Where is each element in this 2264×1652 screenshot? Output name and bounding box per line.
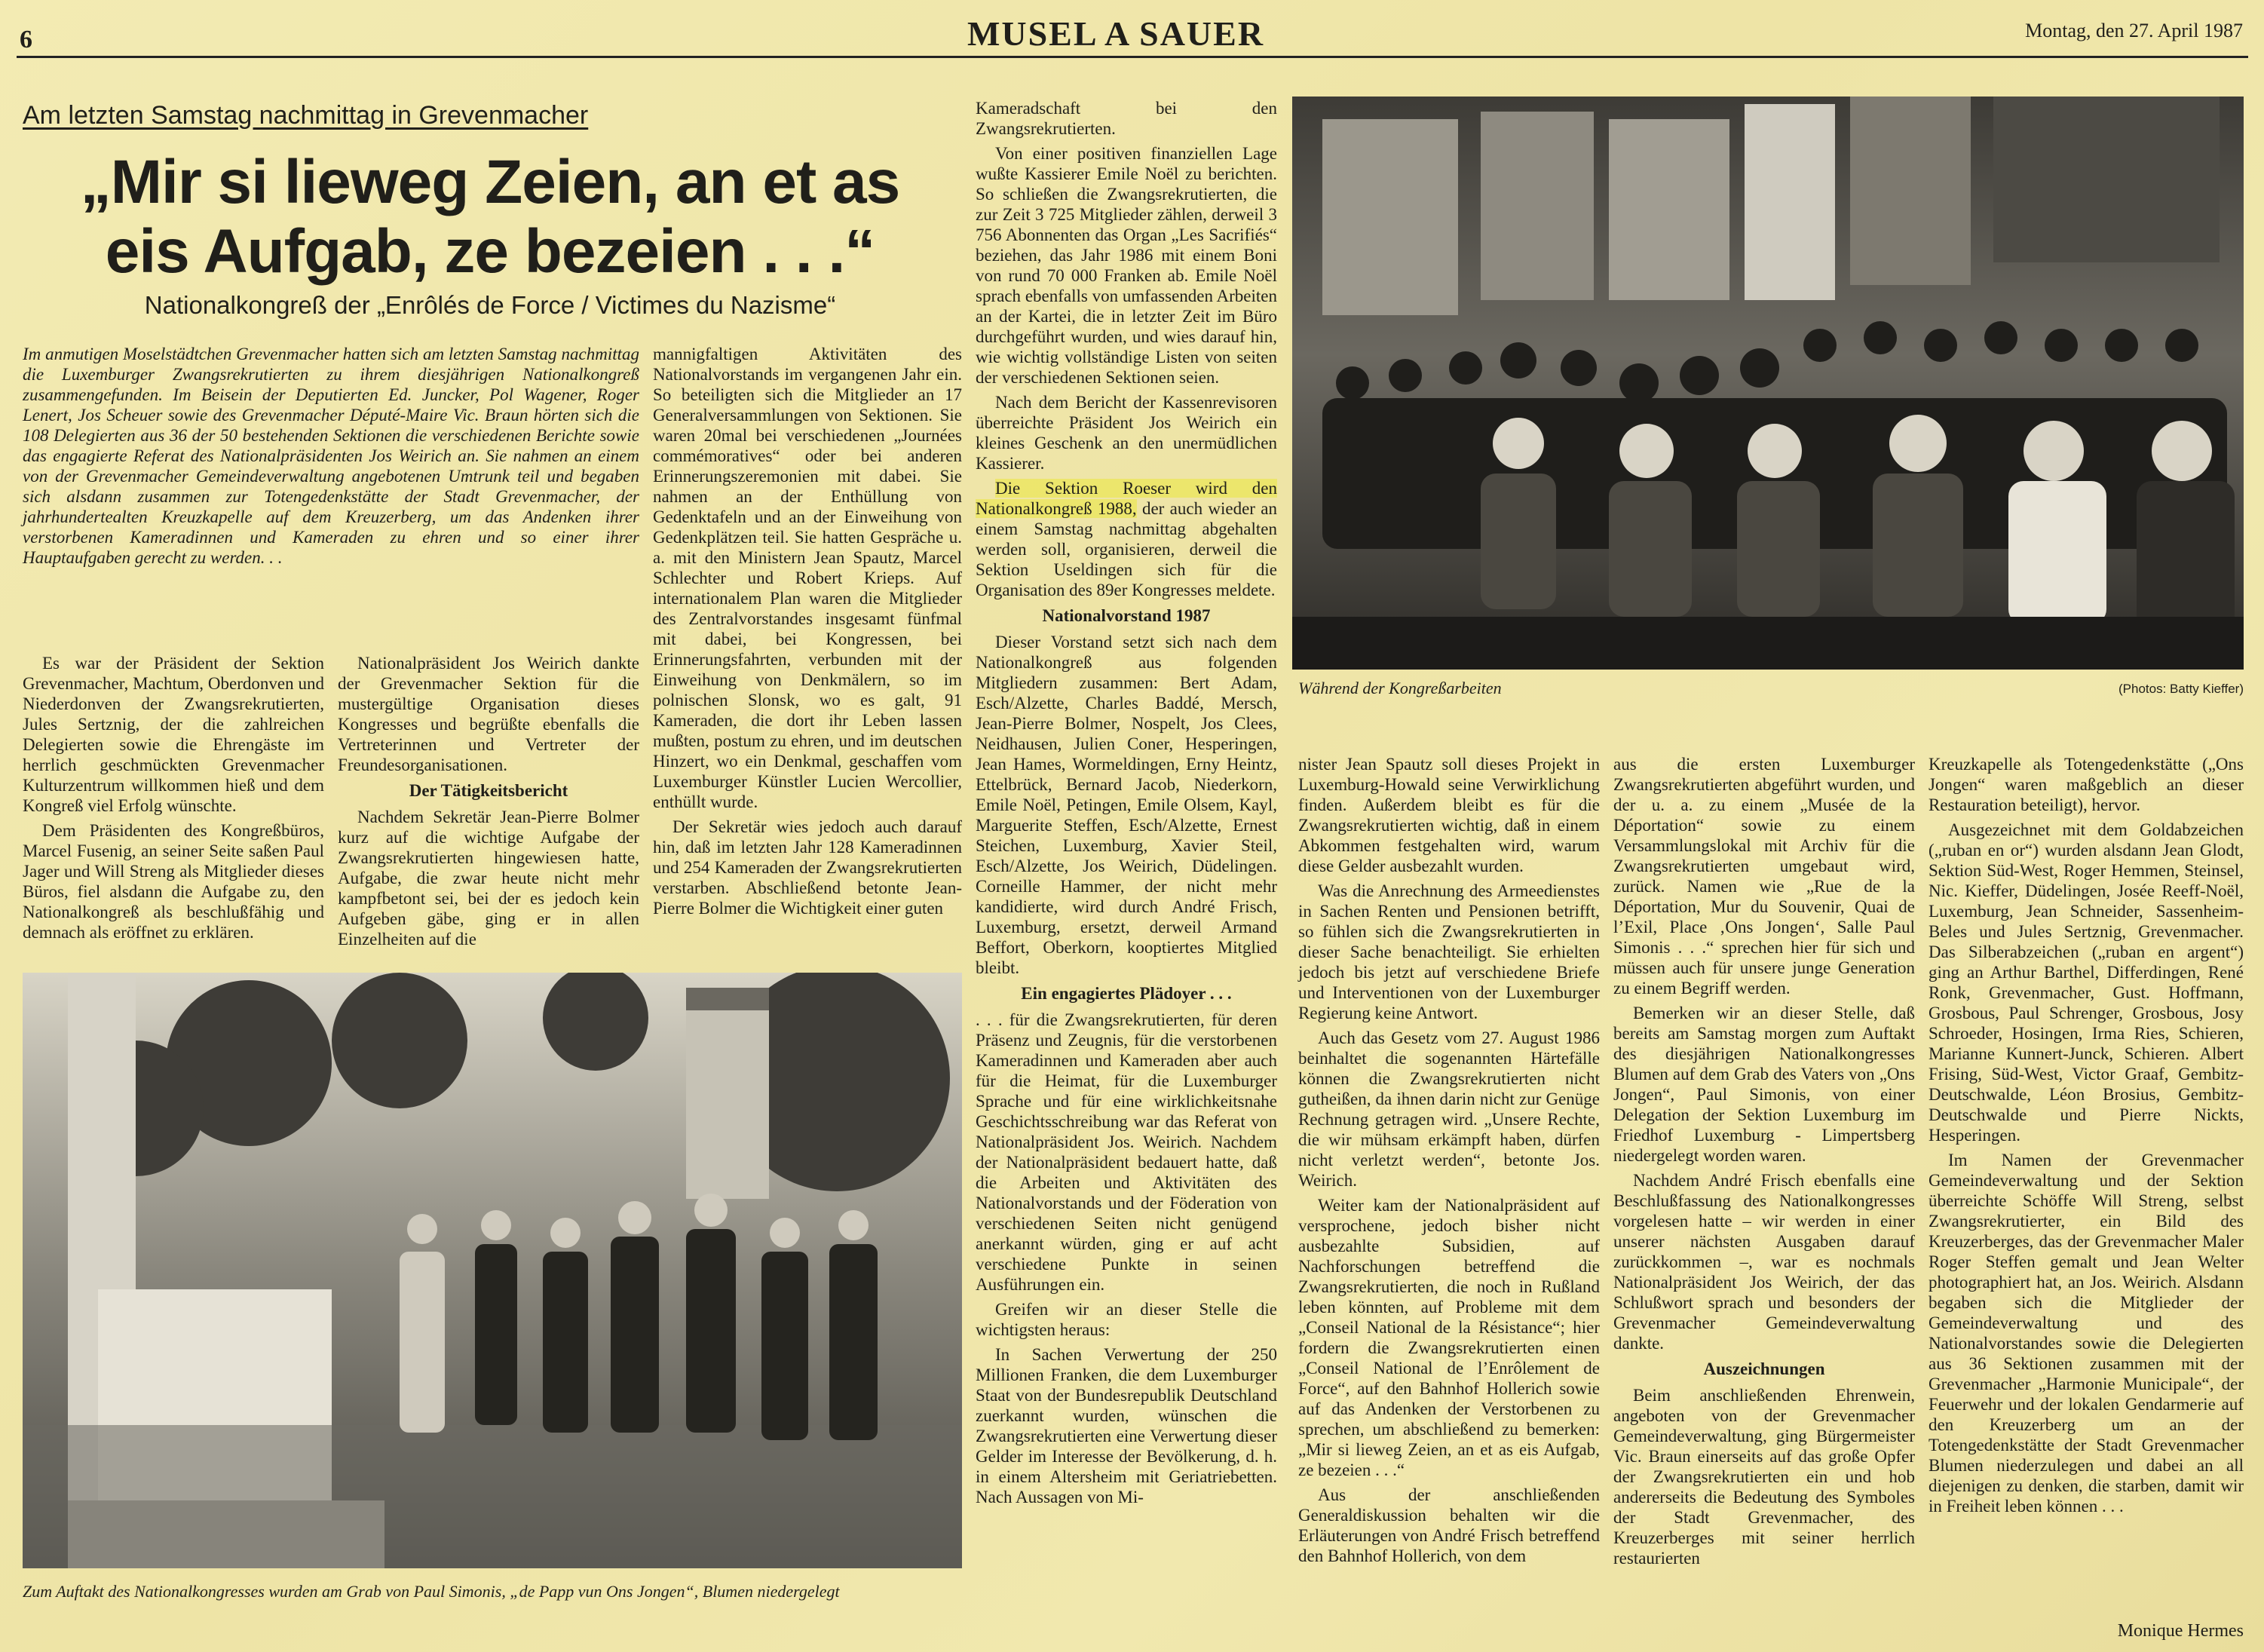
column-7: [1929, 754, 2244, 1521]
paragraph: Es war der Präsident der Sektion Grevenmacher, Machtum, Oberdonven und Niederdonven der Zwangsrekrutierten, Jules Sertznig, der die zahlreichen Delegierten sowie die Ehrengäste im herrlich geschmückten Grevenmacher Kulturzentrum willkommen hieß und dem Kongreß viel Erfolg wünschte.: [23, 654, 324, 815]
highlighted-text: Die Sektion Roeser wird den Nationalkongreß 1988,: [976, 479, 1277, 518]
paragraph: Nachdem André Frisch ebenfalls eine Beschlußfassung des Nationalkongresses vorgelesen hatte – wir werden in einer unserer nächsten Ausgaben darauf zurückkommen –, war es nochmals Nationalpräsident Jos Weirich, der das Schlußwort sprach und besonders der Grevenmacher Gemeindeverwaltung dankte.: [1613, 1171, 1915, 1353]
paragraph: nister Jean Spautz soll dieses Projekt in Luxemburg-Howald seine Verwirklichung finden. Außerdem bleibt es für die Zwangsrekrutierten wichtig, daß in einem Abkommen festgehalten wird, warum diese Gelder ausbezahlt wurden.: [1298, 755, 1600, 875]
column-1: [23, 653, 324, 947]
paragraph: Nachdem Sekretär Jean-Pierre Bolmer kurz auf die wichtige Aufgabe der Zwangsrekrutierten hingewiesen hatte, Aufgabe, die zwar heute nicht mehr kampfbetont sei, bei der es jedoch kein Aufgeben gäbe, ging er in allen Einzelheiten auf die: [338, 808, 639, 949]
paragraph: Nationalpräsident Jos Weirich dankte der Grevenmacher Sektion für die mustergültige Organisation dieses Kongresses und begrüßte ebenfalls die Vertreterinnen und Vertreter der Freundesorganisationen.: [338, 654, 639, 774]
paragraph: Aus der anschließenden Generaldiskussion behalten wir die Erläuterungen von André Frisch betreffend den Bahnhof Hollerich, von dem: [1298, 1485, 1600, 1565]
page-number: 6: [20, 26, 32, 54]
issue-date: Montag, den 27. April 1987: [2025, 20, 2243, 41]
paragraph: Kreuzkapelle als Totengedenkstätte („Ons Jongen“ waren maßgeblich an dieser Restauration beteiligt), hervor.: [1929, 755, 2244, 814]
article-kicker: Am letzten Samstag nachmittag in Grevenmacher: [23, 101, 589, 130]
author-signature: Monique Hermes: [2117, 1621, 2244, 1641]
article-intro: [23, 344, 639, 572]
paragraph: Auch das Gesetz vom 27. August 1986 beinhaltet die sogenannten Härtefälle können die Zwangsrekrutierten nicht gutheißen, da ihnen darin nicht zur Genüge Rechnung getragen wird. „Unsere Rechte, die wir mühsam erkämpft haben, dürfen nicht verletzt werden“, betonte Jos. Weirich.: [1298, 1028, 1600, 1190]
section-heading: Der Tätigkeitsbericht: [409, 781, 568, 800]
section-heading: Auszeichnungen: [1703, 1359, 1825, 1378]
headline-line-2: eis Aufgab, ze bezeien . . .“: [105, 217, 875, 286]
intro-paragraph: Im anmutigen Moselstädtchen Grevenmacher hatten sich am letzten Samstag nachmittag die Luxemburger Zwangsrekrutierten zu ihrem diesjährigen Nationalkongreß zusammengefunden. Im Beisein der Deputierten Ed. Juncker, Pol Wagener, Roger Lenert, Jos Scheuer sowie des Grevenmacher Député-Maire Vic. Braun hörten sich die 108 Delegierten aus 36 der 50 bestehenden Sektionen die verschiedenen Berichte sowie das engagierte Referat des Nationalpräsidenten Jos Weirich an. Sie nahmen an einem von der Grevenmacher Gemeindeverwaltung angebotenen Umtrunk teil und begaben sich alsdann zusammen zur Totengedenkstätte der Stadt Grevenmacher, der jahrhundertealten Kreuzkapelle auf dem Kreuzerberg, um das Andenken ihrer verstorbenen Kameradinnen und Kameraden zu ehren und so einer ihrer Hauptaufgaben gerecht zu werden. . .: [23, 345, 639, 567]
paragraph: Von einer positiven finanziellen Lage wußte Kassierer Emile Noël zu berichten. So schließen die Zwangsrekrutierten, die zur Zeit 3 725 Mitglieder zählen, derweil 3 756 Abonnenten das Organ „Les Sacrifiés“ beziehen, das Jahr 1986 mit einem Boni von rund 70 000 Franken ab. Emile Noël sprach ebenfalls von umfassenden Arbeiten an der Kartei, die in letzter Zeit im Büro durchgeführt wurden, und wies darauf hin, wie wichtig vollständige Listen von seiten der verschiedenen Sektionen seien.: [976, 144, 1277, 387]
photo-credit: (Photos: Batty Kieffer): [2118, 682, 2244, 696]
article-subhead: Nationalkongreß der „Enrôlés de Force / Victimes du Nazisme“: [144, 291, 836, 319]
paragraph: Was die Anrechnung des Armeedienstes in Sachen Renten und Pensionen betrifft, so fühlen sich die Zwangsrekrutierten in dieser Sache benachteiligt. Sie erhielten jedoch bis jetzt auf verschiedene Briefe und Interventionen von der Luxemburger Regierung keine Antwort.: [1298, 881, 1600, 1022]
paragraph-text: der auch wieder an einem Samstag nachmittag abgehalten werden soll, organisieren, derweil die Sektion Useldingen sich für die Organisation des 89er Kongresses meldete.: [976, 499, 1277, 599]
column-5: [1298, 754, 1600, 1571]
paragraph: Im Namen der Grevenmacher Gemeindeverwaltung und der Sektion überreichte Schöffe Will Streng, selbst Zwangsrekrutierter, ein Bild des Kreuzerberges, das der Grevenmacher Maler Roger Steffen gemalt und Jean Welter photographiert hat, an Jos. Weirich. Alsdann begaben sich die Mitglieder der Gemeindeverwaltung und des Nationalvorstandes sowie die Delegierten aus 36 Sektionen zusammen mit der Grevenmacher „Harmonie Municipale“, der Feuerwehr und der lokalen Gendarmerie auf den Kreuzerberg um an der Totengedenkstätte der Stadt Grevenmacher Blumen niederzulegen und dabei an all diejenigen zu denken, die starben, damit wir in Freiheit leben können . . .: [1929, 1151, 2244, 1516]
grave-photo-caption: Zum Auftakt des Nationalkongresses wurden am Grab von Paul Simonis, „de Papp vun Ons Jongen“, Blumen niedergelegt: [23, 1582, 840, 1601]
headline-line-1: „Mir si lieweg Zeien, an et as: [80, 148, 900, 216]
paragraph: Greifen wir an dieser Stelle die wichtigsten heraus:: [976, 1300, 1277, 1339]
paragraph: Beim anschließenden Ehrenwein, angeboten von der Grevenmacher Gemeindeverwaltung, ging Bürgermeister Vic. Braun einerseits auf das große Opfer der Zwangsrekrutierten ein und hob andererseits die Bedeutung des Symboles der Stadt Grevenmacher, des Kreuzerberges mit seiner herrlich restaurierten: [1613, 1386, 1915, 1568]
section-heading: Ein engagiertes Plädoyer . . .: [1021, 984, 1232, 1003]
column-3: [653, 344, 962, 923]
congress-photo: [1292, 97, 2244, 670]
paragraph: Ausgezeichnet mit dem Goldabzeichen („ruban en or“) wurden alsdann Jean Glodt, Sektion Süd-West, Roger Hemmen, Steinsel, Nic. Kieffer, Düdelingen, Josée Reeff-Noël, Luxemburg, Jean Schneider, Sassenheim-Beles und Jules Sertznig, Grevenmacher. Das Silberabzeichen („ruban en argent“) ging an Arthur Barthel, Differdingen, René Ronk, Grevenmacher, Gust. Hoffmann, Grosbous, Paul Schrenger, Grosbous, Josy Schroeder, Hosingen, Irma Ries, Schieren, Marianne Kunnert-Junck, Schieren. Albert Frising, Süd-West, Victor Graaf, Gembitz-Deutschwalde, Léon Brosius, Gembitz-Deutschwalde und Pierre Nickts, Hesperingen.: [1929, 820, 2244, 1145]
paragraph: . . . für die Zwangsrekrutierten, für deren Präsenz und Zeugnis, für die verstorbenen Kameradinnen und Kameraden aber auch für die Heimat, für die Luxemburger Sprache und für eine wirklichkeitsnahe Geschichtsschreibung war das Referat von Nationalpräsident Jos. Weirich. Nachdem der Nationalpräsident bedauert hatte, daß die Arbeiten und Aktivitäten des Nationalvorstands und der Föderation von verschiedenen Seiten nicht genügend anerkannt würden, ging er auf acht verschiedene Punkte in seinen Ausführungen ein.: [976, 1010, 1277, 1294]
paragraph: Weiter kam der Nationalpräsident auf versprochene, jedoch bisher nicht ausbezahlte Subsidien, auf Nachforschungen betreffend die Zwangsrekrutierten, die noch in Rußland leben könnten, auf Probleme mit dem „Conseil National de la Résistance“; hier fordern die Zwangsrekrutierten einen „Conseil National de l’Enrôlement de Force“, auf den Bahnhof Hollerich sowie auf das Andenken der Verstorbenen zu sprechen, um abschließend zu bemerken: „Mir si lieweg Zeien, an et as eis Aufgab, ze bezeien . . .“: [1298, 1196, 1600, 1479]
column-6: [1613, 754, 1915, 1573]
article-headline: [45, 148, 935, 287]
grave-ceremony-photo-image: [23, 973, 962, 1568]
paragraph: Dem Präsidenten des Kongreßbüros, Marcel Fusenig, an seiner Seite saßen Paul Jager und Will Streng als Mitglieder dieses Büros, fiel alsdann die Aufgabe zu, den Nationalkongreß als beschlußfähig und demnach als eröffnet zu erklären.: [23, 821, 324, 942]
congress-photo-image: [1292, 97, 2244, 670]
paragraph: Kameradschaft bei den Zwangsrekrutierten.: [976, 99, 1277, 138]
section-heading: Nationalvorstand 1987: [1042, 606, 1211, 625]
paragraph: [976, 478, 1277, 600]
column-4: [976, 98, 1277, 1512]
paragraph: Nach dem Bericht der Kassenrevisoren überreichte Präsident Jos Weirich ein kleines Geschenk an den unermüdlichen Kassierer.: [976, 393, 1277, 473]
grave-ceremony-photo: [23, 973, 962, 1568]
congress-photo-caption: Während der Kongreßarbeiten: [1298, 679, 1502, 697]
paragraph: Der Sekretär wies jedoch auch darauf hin, daß im letzten Jahr 128 Kameradinnen und 254 Kameraden der Zwangsrekrutierten verstarben. Abschließend betonte Jean-Pierre Bolmer die Wichtigkeit einer guten: [653, 817, 962, 918]
column-2: [338, 653, 639, 954]
paragraph: Bemerken wir an dieser Stelle, daß bereits am Samstag morgen zum Auftakt des diesjährigen Nationalkongresses Blumen auf dem Grab des Vaters von „Ons Jongen“, Paul Simonis, von einer Delegation der Sektion Luxemburg im Friedhof Luxemburg - Limpertsberg niedergelegt worden waren.: [1613, 1004, 1915, 1165]
header-rule: [17, 56, 2248, 58]
paragraph: mannigfaltigen Aktivitäten des Nationalvorstands im vergangenen Jahr ein. So beteiligten sich die Mitglieder an 17 Generalversammlungen von Sektionen. Sie waren 20mal bei verschiedenen „Journées commémoratives“ oder bei anderen Erinnerungszeremonien mit dabei. Sie nahmen an der Enthüllung von Gedenktafeln und an der Einweihung von Gedenkplätzen teil. Sie hatten Gespräche u. a. mit den Ministern Jean Spautz, Marcel Schlechter und Robert Krieps. Auf internationalem Plan waren die Mitglieder des Zentralvorstandes insgesamt fünfmal mit dabei, bei Kongressen, bei Erinnerungsfahrten, verbunden mit der Einweihung von Denkmälern, so im polnischen Slonsk, wo es galt, 91 Kameraden, die dort ihr Leben lassen mußten, postum zu ehren, und im deutschen Hinzert, wo ein Denkmal, geschaffen vom Luxemburger Künstler Lucien Wercollier, enthüllt wurde.: [653, 345, 962, 811]
paragraph: aus die ersten Luxemburger Zwangsrekrutierten abgeführt wurden, und der u. a. zu einem „Musée de la Déportation“ sowie zu einem Versammlungslokal mit Archiv für die Zwangsrekrutierten umgebaut wird, zurück. Namen wie „Rue de la Déportation, Mur du Souvenir, Quai de l’Exil, Place ‚Ons Jongen‘, Salle Paul Simonis . . .“ sprechen hier für sich und müssen auch für unsere junge Generation zu einem Begriff werden.: [1613, 755, 1915, 998]
masthead-title: MUSEL A SAUER: [967, 14, 1265, 53]
paragraph: Dieser Vorstand setzt sich nach dem Nationalkongreß aus folgenden Mitgliedern zusammen: Bert Adam, Esch/Alzette, Charles Baddé, Mersch, Jean-Pierre Bolmer, Nospelt, Jos Clees, Neidhausen, Julien Coner, Hesperingen, Jean Hames, Wormeldingen, Erny Heintz, Ettelbrück, Bernard Jacob, Niederkorn, Emile Noël, Petingen, Emile Olsem, Kayl, Marguerite Steffen, Esch/Alzette, Ernest Steichen, Luxemburg, Xavier Steil, Esch/Alzette, Jos Weirich, Düdelingen. Corneille Hammer, der nicht mehr kandidierte, wird durch André Frisch, Luxemburg, ersetzt, derweil Armand Beffort, Oberkorn, kooptiertes Mitglied bleibt.: [976, 633, 1277, 977]
paragraph: In Sachen Verwertung der 250 Millionen Franken, die dem Luxemburger Staat von der Bundesrepublik Deutschland zuerkannt wurden, wünschen die Zwangsrekrutierten eine Verwertung dieser Gelder im Interesse der Bevölkerung, d. h. in einem Altersheim mit Geriatriebetten. Nach Aussagen von Mi-: [976, 1345, 1277, 1506]
